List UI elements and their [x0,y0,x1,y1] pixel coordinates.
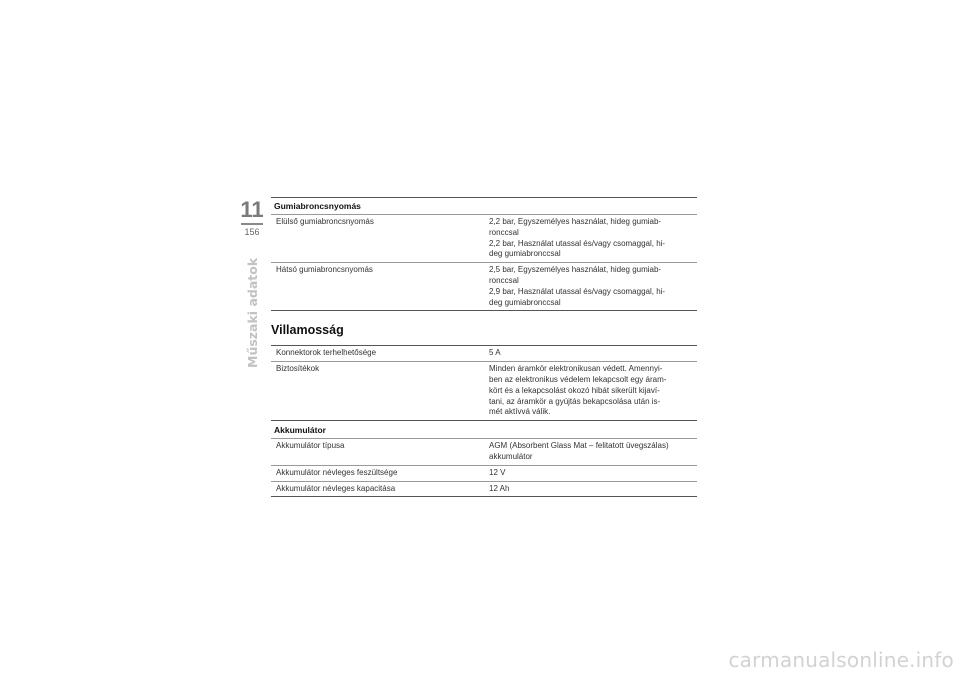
row-value [484,265,697,308]
table-row [271,361,697,420]
row-label: Elülső gumiabroncsnyomás [276,217,374,226]
value-line: roncсsal [489,275,519,285]
value-line: tani, az áramkör a gyújtás bekapcsolása után is- [489,396,661,406]
row-label: Akkumulátor névleges feszültsége [276,467,398,477]
table-row [271,438,697,465]
value-line: 2,2 bar, Használat utassal és/vagy csomaggal, hi- [489,238,666,248]
row-label: Akkumulátor névleges kapacitása [276,483,396,493]
row-label: Konnektorok terhelhetősége [276,348,377,358]
value-line: akkumulátor [489,451,533,461]
value-line: mét aktívvá válik. [489,407,551,417]
chapter-divider [241,223,263,225]
chapter-side-title: Műszaki adatok [245,257,260,368]
value-line: AGM (Absorbent Glass Mat – felitatott üvegszálas) [489,441,669,451]
table-row [271,481,697,498]
value-line: 12 Ah [489,483,510,493]
value-line: 5 A [489,348,501,358]
table-row [271,465,697,481]
row-value [484,441,697,463]
value-line: roncсsal [489,227,519,237]
row-label: Akkumulátor típusa [276,441,345,451]
value-line: 12 V [489,467,506,477]
value-line: ben az elektronikus védelem lekapcsolt egy áram- [489,374,667,384]
row-value [484,217,697,260]
chapter-number: 11 [240,197,264,222]
table-row [271,262,697,311]
battery-heading: Akkumulátor [271,420,697,438]
row-value [484,468,697,479]
electrical-title: Villamosság [271,323,344,338]
value-line: deg gumiabroncсsal [489,297,561,307]
value-line: Minden áramkör elektronikusan védett. Amennyi- [489,364,663,374]
row-label: Hátsó gumiabroncsnyomás [276,265,373,275]
table-row [271,214,697,262]
row-label: Biztosítékok [276,364,320,374]
table-row [271,345,697,361]
value-line: deg gumiabroncсsal [489,249,561,259]
row-value [484,364,697,418]
value-line: kört és a lekapcsolást okozó hibát sikerült kijaví- [489,385,660,395]
row-value [484,484,697,495]
row-value [484,348,697,359]
value-line: 2,9 bar, Használat utassal és/vagy csomaggal, hi- [489,286,666,296]
value-line: 2,5 bar, Egyszemélyes használat, hideg gumiab- [489,265,662,275]
spec-content [271,197,697,497]
tire-pressure-heading: Gumiabroncsnyomás [274,201,361,211]
page-number: 156 [244,227,260,237]
value-line: 2,2 bar, Egyszemélyes használat, hideg gumiab- [489,217,662,226]
watermark-link[interactable]: carmanualsonline.info [728,648,954,672]
